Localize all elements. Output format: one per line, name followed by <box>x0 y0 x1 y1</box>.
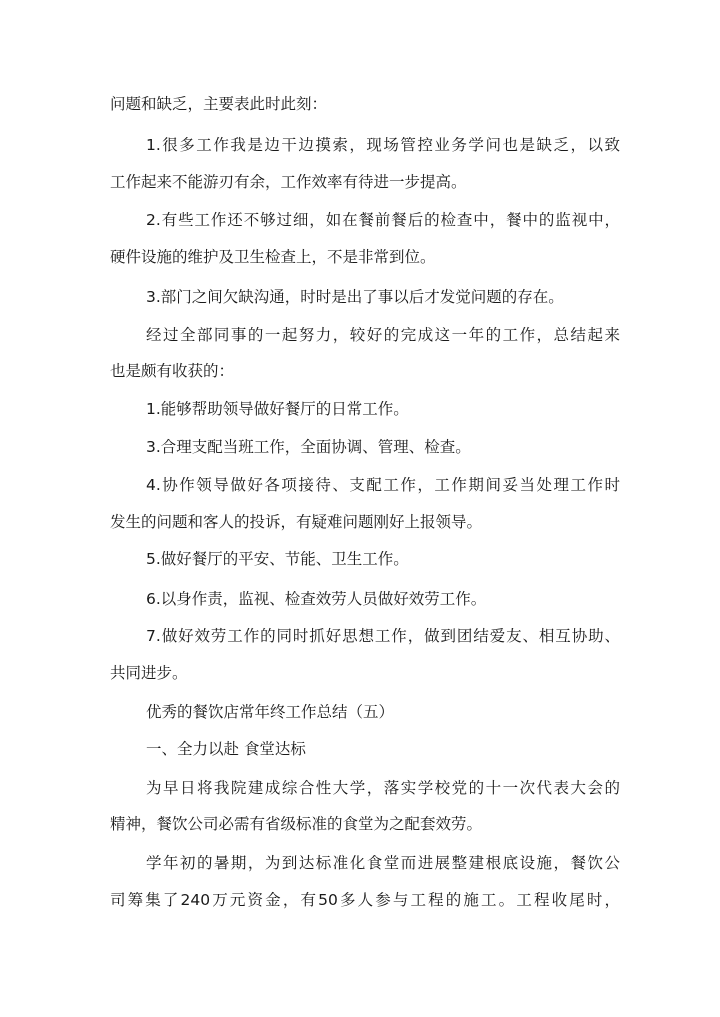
text-line: 经过全部同事的一起努力，较好的完成这一年的工作，总结起来 <box>146 326 620 344</box>
text-line: 共同进步。 <box>110 664 188 682</box>
text-line: 1.很多工作我是边干边摸索，现场管控业务学问也是缺乏，以致 <box>146 136 620 154</box>
text-line: 工作起来不能游刃有余，工作效率有待进一步提高。 <box>110 173 467 191</box>
text-line: 精神，餐饮公司必需有省级标准的食堂为之配套效劳。 <box>110 815 483 833</box>
text-line: 3.部门之间欠缺沟通，时时是出了事以后才发觉问题的存在。 <box>146 288 564 306</box>
text-line: 也是颇有收获的： <box>110 362 235 380</box>
text-line: 4.协作领导做好各项接待、支配工作，工作期间妥当处理工作时 <box>146 476 620 494</box>
text-line: 为早日将我院建成综合性大学，落实学校党的十一次代表大会的 <box>146 779 620 797</box>
text-line: 发生的问题和客人的投诉，有疑难问题刚好上报领导。 <box>110 513 483 531</box>
text-line: 硬件设施的维护及卫生检查上，不是非常到位。 <box>110 248 436 266</box>
text-line: 5.做好餐厅的平安、节能、卫生工作。 <box>146 550 409 568</box>
text-line: 2.有些工作还不够过细，如在餐前餐后的检查中，餐中的监视中， <box>146 211 620 229</box>
text-line: 司筹集了240万元资金，有50多人参与工程的施工。工程收尾时， <box>110 891 620 909</box>
text-line: 6.以身作责，监视、检查效劳人员做好效劳工作。 <box>146 590 487 608</box>
text-line: 学年初的暑期，为到达标准化食堂而进展整建根底设施，餐饮公 <box>146 854 620 872</box>
section-title: 优秀的餐饮店常年终工作总结（五） <box>146 703 395 721</box>
text-line: 7.做好效劳工作的同时抓好思想工作，做到团结爱友、相互协助、 <box>146 627 620 645</box>
text-line: 1.能够帮助领导做好餐厅的日常工作。 <box>146 400 409 418</box>
section-heading: 一、全力以赴 食堂达标 <box>146 740 306 758</box>
text-line: 3.合理支配当班工作，全面协调、管理、检查。 <box>146 438 471 456</box>
text-line: 问题和缺乏，主要表此时此刻： <box>110 95 328 113</box>
